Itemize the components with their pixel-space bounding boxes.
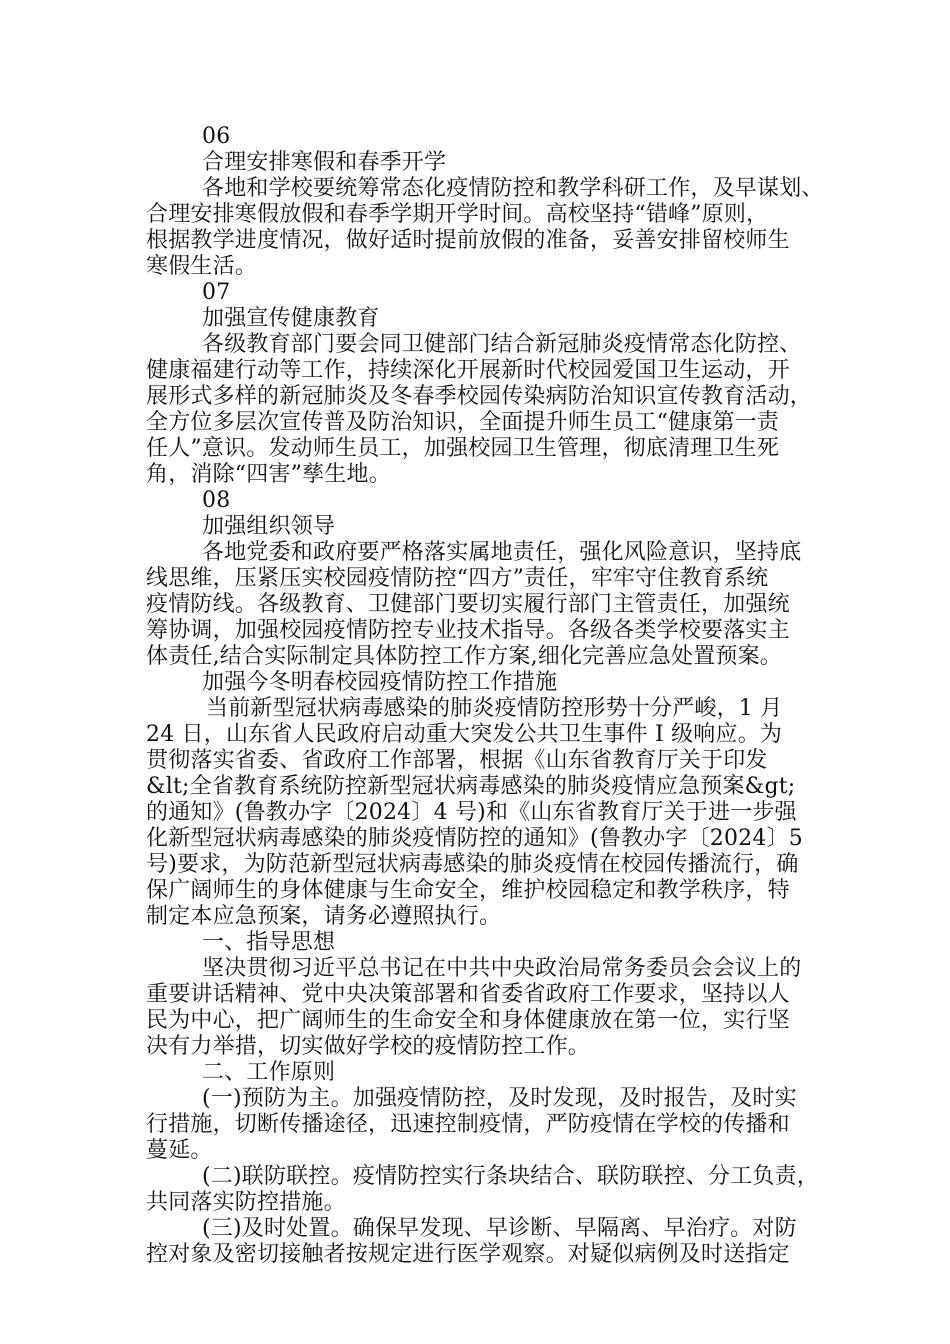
text-line: 展形式多样的新冠肺炎及冬春季校园传染病防治知识宣传教育活动， — [146, 384, 813, 409]
text-line: 健康福建行动等工作，持续深化开展新时代校园爱国卫生运动，开 — [146, 358, 790, 383]
text-line: 民为中心，把广阔师生的生命安全和身体健康放在第一位，实行坚 — [146, 1008, 790, 1033]
text-line: 各地党委和政府要严格落实属地责任，强化风险意识，坚持底 — [202, 540, 802, 565]
text-line: 线思维，压紧压实校园疫情防控“四方”责任，牢牢守住教育系统 — [146, 566, 769, 591]
text-line: 一、指导思想 — [202, 930, 336, 955]
text-line: (三)及时处置。确保早发现、早诊断、早隔离、早治疗。对防 — [202, 1216, 797, 1241]
text-line: 筹协调，加强校园疫情防控专业技术指导。各级各类学校要落实主 — [146, 618, 790, 643]
text-line: 行措施，切断传播途径，迅速控制疫情，严防疫情在学校的传播和 — [146, 1112, 790, 1137]
text-line: &lt;全省教育系统防控新型冠状病毒感染的肺炎疫情应急预案&gt; — [146, 774, 796, 799]
text-line: 的通知》(鲁教办字〔2024〕4 号)和《山东省教育厅关于进一步强 — [146, 800, 797, 825]
text-line: 07 — [202, 280, 231, 305]
text-line: 06 — [202, 124, 231, 149]
text-line: (二)联防联控。疫情防控实行条块结合、联防联控、分工负责， — [202, 1164, 819, 1189]
text-line: 24 日，山东省人民政府启动重大突发公共卫生事件 I 级响应。为 — [146, 722, 783, 747]
text-line: 保广阔师生的身体健康与生命安全，维护校园稳定和教学秩序，特 — [146, 878, 790, 903]
text-line: 各级教育部门要会同卫健部门结合新冠肺炎疫情常态化防控、 — [202, 332, 802, 357]
text-line: 共同落实防控措施。 — [146, 1190, 346, 1215]
text-line: 08 — [202, 488, 231, 513]
text-line: 化新型冠状病毒感染的肺炎疫情防控的通知》(鲁教办字〔2024〕5 — [146, 826, 803, 851]
text-line: 控对象及密切接触者按规定进行医学观察。对疑似病例及时送指定 — [146, 1242, 790, 1267]
text-line: 各地和学校要统筹常态化疫情防控和教学科研工作，及早谋划、 — [202, 176, 824, 201]
text-line: 根据教学进度情况，做好适时提前放假的准备，妥善安排留校师生 — [146, 228, 790, 253]
text-line: 角，消除“四害”孳生地。 — [146, 462, 391, 487]
text-line: 号)要求，为防范新型冠状病毒感染的肺炎疫情在校园传播流行，确 — [146, 852, 799, 877]
text-line: 制定本应急预案，请务必遵照执行。 — [146, 904, 502, 929]
text-line: 蔓延。 — [146, 1138, 213, 1163]
text-line: 加强今冬明春校园疫情防控工作措施 — [202, 670, 558, 695]
text-line: 全方位多层次宣传普及防治知识，全面提升师生员工“健康第一责 — [146, 410, 780, 435]
text-line: 体责任,结合实际制定具体防控工作方案,细化完善应急处置预案。 — [146, 644, 782, 669]
text-line: 重要讲话精神、党中央决策部署和省委省政府工作要求，坚持以人 — [146, 982, 790, 1007]
text-line: 寒假生活。 — [146, 254, 258, 279]
text-line: 加强宣传健康教育 — [202, 306, 380, 331]
text-line: 疫情防线。各级教育、卫健部门要切实履行部门主管责任，加强统 — [146, 592, 790, 617]
text-line: 当前新型冠状病毒感染的肺炎疫情防控形势十分严峻，1 月 — [206, 696, 783, 721]
text-line: 二、工作原则 — [202, 1060, 336, 1085]
text-line: 合理安排寒假放假和春季学期开学时间。高校坚持“错峰”原则， — [146, 202, 769, 227]
document-body — [146, 124, 824, 1268]
text-line: (一)预防为主。加强疫情防控，及时发现，及时报告，及时实 — [202, 1086, 797, 1111]
text-line: 加强组织领导 — [202, 514, 336, 539]
text-line: 任人”意识。发动师生员工，加强校园卫生管理，彻底清理卫生死 — [146, 436, 780, 461]
text-line: 坚决贯彻习近平总书记在中共中央政治局常务委员会会议上的 — [202, 956, 802, 981]
text-line: 合理安排寒假和春季开学 — [202, 150, 447, 175]
text-line: 贯彻落实省委、省政府工作部署，根据《山东省教育厅关于印发 — [146, 748, 768, 773]
text-line: 决有力举措，切实做好学校的疫情防控工作。 — [146, 1034, 591, 1059]
